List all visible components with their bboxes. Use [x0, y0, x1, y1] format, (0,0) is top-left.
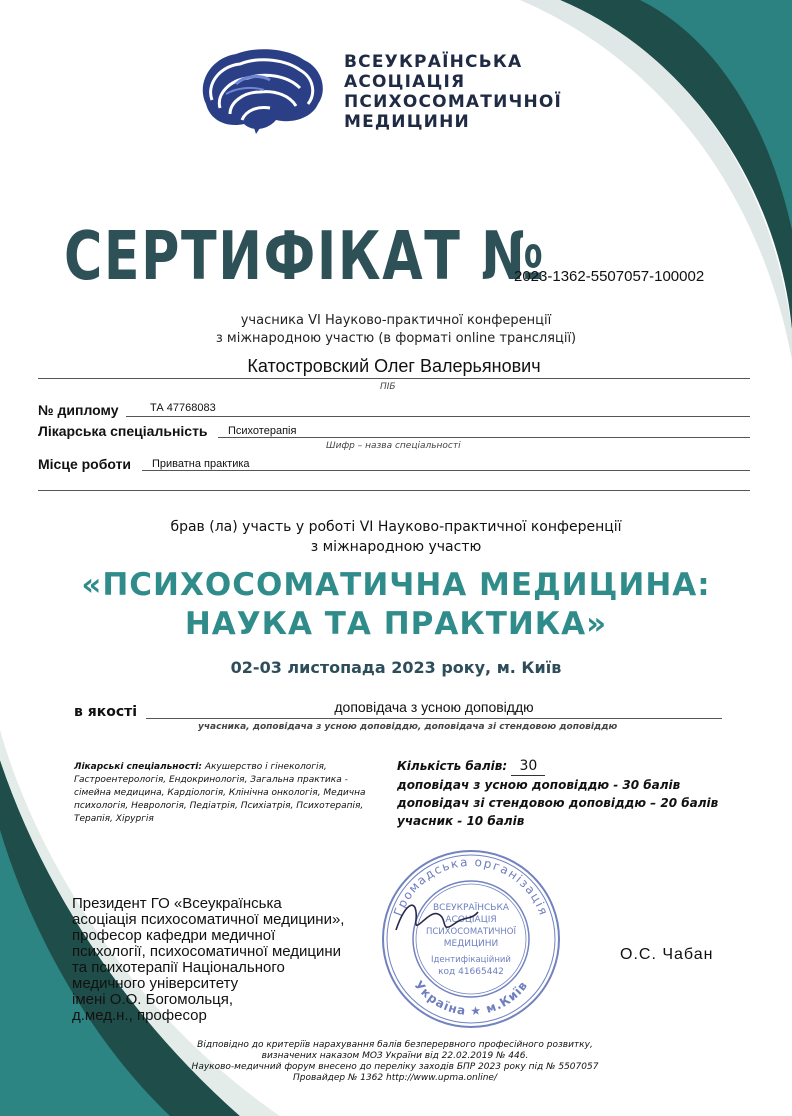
organization-name-line: АСОЦІАЦІЯ: [344, 72, 466, 92]
specialties-label: Лікарські спеціальності:: [74, 762, 202, 772]
organization-name-line: ВСЕУКРАЇНСЬКА: [344, 52, 523, 72]
points-rule: доповідач зі стендовою доповіддю – 20 балів: [397, 796, 719, 810]
name-underline: [38, 378, 750, 379]
specialty-caption: Шифр – назва спеціальності: [326, 441, 461, 451]
workplace-underline: [142, 470, 750, 471]
specialties-list: [74, 761, 374, 826]
organization-name-line: МЕДИЦИНИ: [344, 112, 470, 132]
points-row: [397, 757, 718, 776]
conference-date: 02-03 листопада 2023 року, м. Київ: [230, 658, 562, 677]
points-rule: учасник - 10 балів: [397, 814, 525, 828]
signature-scribble: [392, 890, 482, 950]
points-label: Кількість балів:: [397, 759, 508, 773]
brain-logo-icon: [196, 44, 328, 136]
workplace-underline-extra: [38, 490, 750, 491]
president-line: медичного університету: [72, 975, 239, 992]
specialty-value: Психотерапія: [228, 425, 297, 437]
stamp-outer-bottom: Україна ★ м.Київ: [411, 978, 531, 1019]
participation-line: з міжнародною участю: [310, 539, 482, 555]
stamp-inner-line: ВСЕУКРАЇНСЬКА: [432, 903, 510, 913]
president-line: психології, психосоматичної медицини: [72, 943, 342, 960]
stamp-inner-line: Ідентифікаційний: [431, 955, 511, 965]
participation-line: брав (ла) участь у роботі VI Науково-практичної конференції: [170, 519, 622, 535]
footer-note: [160, 1040, 630, 1084]
subtitle-line: учасника VI Науково-практичної конференції: [240, 313, 552, 328]
workplace-label: Місце роботи: [38, 456, 132, 472]
stamp-inner-line: ПСИХОСОМАТИЧНОЇ: [426, 927, 516, 937]
conference-name-line: НАУКА ТА ПРАКТИКА»: [184, 606, 608, 642]
name-caption: ПІБ: [380, 382, 396, 392]
role-label: в якості: [74, 704, 138, 720]
diploma-label: № диплому: [38, 402, 119, 418]
stamp-inner-line: МЕДИЦИНИ: [443, 939, 499, 949]
signer-name: О.С. Чабан: [620, 946, 714, 963]
role-value: доповідача з усною доповіддю: [334, 699, 534, 715]
points-value: 30: [511, 757, 545, 776]
president-line: та психотерапії Національного: [72, 959, 285, 976]
participant-name: Катостровский Олег Валерьянович: [247, 356, 541, 376]
specialty-label: Лікарська спеціальність: [38, 423, 208, 439]
president-line: професор кафедри медичної: [72, 927, 276, 944]
president-line: імені О.О. Богомольця,: [72, 991, 234, 1008]
points-block: [397, 757, 718, 830]
president-line: Президент ГО «Всеукраїнська: [72, 895, 282, 912]
organization-name: [344, 52, 562, 132]
stamp-inner-line: код 41665442: [438, 967, 504, 977]
stamp-inner-line: АСОЦІАЦІЯ: [445, 915, 497, 925]
president-line: д.мед.н., професор: [72, 1007, 207, 1024]
role-underline: [146, 718, 722, 719]
specialties-text: Акушерство і гінекологія, Гастроентерологія, Ендокринологія, Загальна практика - сімейна медицина, Кардіологія, Клінічна онкологія, Медична психологія, Неврологія, Педіатрія, Психіатрія, Психотерапія, Терапія, Хірургія: [74, 762, 366, 824]
stamp-outer-top: Громадська організація: [390, 854, 552, 919]
president-block: [72, 896, 412, 1024]
footer-line: Провайдер № 1362 http://www.upma.online/: [293, 1073, 497, 1083]
role-caption: учасника, доповідача з усною доповіддю, доповідача зі стендовою доповіддю: [198, 722, 618, 732]
diploma-value: ТА 47768083: [150, 402, 216, 414]
organization-name-line: ПСИХОСОМАТИЧНОЇ: [344, 92, 563, 112]
footer-line: Науково-медичний форум внесено до переліку заходів БПР 2023 року під № 5507057: [191, 1062, 599, 1072]
president-line: асоціація психосоматичної медицини»,: [72, 911, 345, 928]
workplace-value: Приватна практика: [152, 458, 250, 470]
points-rule: доповідач з усною доповіддю - 30 балів: [397, 778, 681, 792]
subtitle-line: з міжнародною участю (в форматі online трансляції): [215, 331, 577, 346]
footer-line: Відповідно до критеріїв нарахування балів безперервного професійного розвитку,: [197, 1040, 593, 1050]
certificate-number: 2023-1362-5507057-100002: [514, 268, 705, 285]
diploma-underline: [126, 416, 750, 417]
footer-line: визначених наказом МОЗ України від 22.02.2019 № 446.: [261, 1051, 529, 1061]
certificate-title: СЕРТИФІКАТ №: [64, 217, 546, 295]
specialty-underline: [218, 437, 750, 438]
conference-name-line: «ПСИХОСОМАТИЧНА МЕДИЦИНА:: [81, 567, 711, 603]
